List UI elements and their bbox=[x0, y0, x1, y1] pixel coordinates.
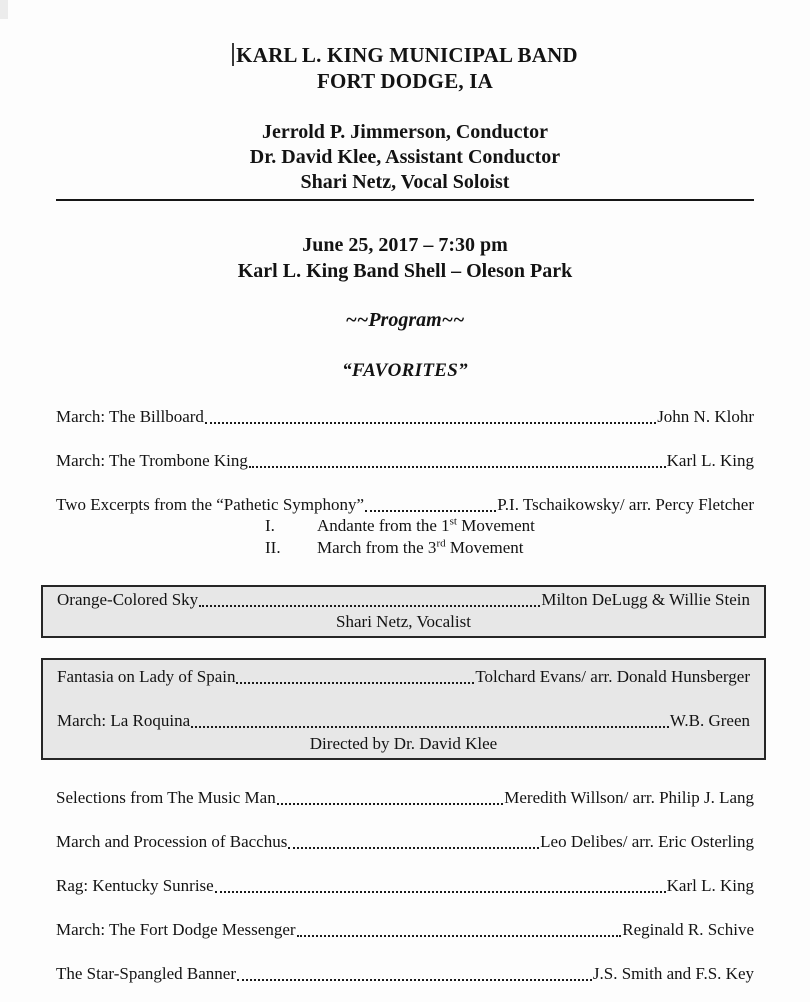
band-name: KARL L. KING MUNICIPAL BAND bbox=[236, 43, 578, 67]
program-item bbox=[56, 876, 754, 896]
event-block bbox=[56, 232, 754, 284]
program-item bbox=[56, 495, 754, 515]
movement-title bbox=[317, 537, 524, 559]
program-item bbox=[57, 667, 750, 687]
scan-artifact bbox=[0, 0, 8, 19]
program-item bbox=[56, 451, 754, 471]
movement-text: Movement bbox=[457, 516, 535, 535]
piece-title: March: La Roquina bbox=[57, 711, 191, 730]
program-list-bottom bbox=[56, 788, 754, 984]
piece-title: The Star-Spangled Banner bbox=[56, 964, 236, 983]
piece-composer: Karl L. King bbox=[666, 451, 754, 470]
vocal-feature-box bbox=[41, 585, 766, 638]
credits-block bbox=[56, 120, 754, 195]
assistant-conductor-credit: Dr. David Klee, Assistant Conductor bbox=[249, 146, 561, 168]
piece-composer: Tolchard Evans/ arr. Donald Hunsberger bbox=[475, 667, 750, 686]
director-note: Directed by Dr. David Klee bbox=[309, 734, 498, 753]
piece-title: Selections from The Music Man bbox=[56, 788, 276, 807]
theme-heading: “FAVORITES” bbox=[342, 360, 468, 381]
piece-composer: John N. Klohr bbox=[657, 407, 754, 426]
dot-leader bbox=[236, 964, 593, 984]
performer-note: Shari Netz, Vocalist bbox=[336, 612, 471, 631]
page-title bbox=[56, 0, 754, 94]
piece-composer: Milton DeLugg & Willie Stein bbox=[541, 590, 750, 609]
piece-title: March: The Trombone King bbox=[56, 451, 248, 470]
dot-leader bbox=[235, 667, 475, 687]
piece-composer: Reginald R. Schive bbox=[622, 920, 754, 939]
program-item bbox=[56, 832, 754, 852]
dot-leader bbox=[296, 920, 623, 940]
piece-composer: Leo Delibes/ arr. Eric Osterling bbox=[540, 832, 754, 851]
program-heading: ~~Program~~ bbox=[345, 309, 465, 331]
movement-text: Movement bbox=[445, 538, 524, 557]
piece-title: Fantasia on Lady of Spain bbox=[57, 667, 236, 686]
piece-composer: W.B. Green bbox=[669, 711, 750, 730]
dot-leader bbox=[198, 590, 541, 610]
program-item bbox=[56, 407, 754, 427]
movement-line bbox=[265, 537, 754, 559]
guest-director-box bbox=[41, 658, 766, 760]
piece-composer: J.S. Smith and F.S. Key bbox=[592, 964, 754, 983]
band-city: FORT DODGE, IA bbox=[316, 69, 494, 93]
movement-text: Andante from the 1 bbox=[317, 516, 450, 535]
piece-title: March: The Billboard bbox=[56, 407, 204, 426]
piece-title: Rag: Kentucky Sunrise bbox=[56, 876, 214, 895]
text-cursor-caret bbox=[232, 43, 234, 66]
dot-leader bbox=[214, 876, 667, 896]
event-venue: Karl L. King Band Shell – Oleson Park bbox=[237, 260, 573, 282]
program-item bbox=[56, 788, 754, 808]
program-list-top bbox=[56, 407, 754, 559]
dot-leader bbox=[287, 832, 540, 852]
movement-line bbox=[265, 515, 754, 537]
dot-leader bbox=[190, 711, 670, 731]
piece-composer: Meredith Willson/ arr. Philip J. Lang bbox=[504, 788, 754, 807]
conductor-credit: Jerrold P. Jimmerson, Conductor bbox=[261, 121, 549, 143]
dot-leader bbox=[248, 451, 667, 471]
movement-text: March from the 3 bbox=[317, 538, 437, 557]
piece-title: March: The Fort Dodge Messenger bbox=[56, 920, 296, 939]
piece-composer: Karl L. King bbox=[666, 876, 754, 895]
dot-leader bbox=[364, 495, 497, 515]
dot-leader bbox=[276, 788, 505, 808]
program-item bbox=[56, 920, 754, 940]
vocal-soloist-credit: Shari Netz, Vocal Soloist bbox=[300, 171, 510, 193]
piece-title: Two Excerpts from the “Pathetic Symphony” bbox=[56, 495, 365, 514]
program-item bbox=[57, 711, 750, 731]
header-divider bbox=[56, 199, 754, 201]
event-datetime: June 25, 2017 – 7:30 pm bbox=[302, 234, 508, 256]
piece-title: March and Procession of Bacchus bbox=[56, 832, 288, 851]
program-item bbox=[57, 590, 750, 610]
movement-title bbox=[317, 515, 535, 537]
piece-title: Orange-Colored Sky bbox=[57, 590, 199, 609]
ordinal-suffix: st bbox=[449, 515, 457, 528]
movement-numeral: II. bbox=[265, 538, 281, 557]
dot-leader bbox=[204, 407, 657, 427]
program-item bbox=[56, 964, 754, 984]
ordinal-suffix: rd bbox=[436, 537, 446, 550]
piece-composer: P.I. Tschaikowsky/ arr. Percy Fletcher bbox=[497, 495, 754, 514]
movement-numeral: I. bbox=[265, 516, 275, 535]
